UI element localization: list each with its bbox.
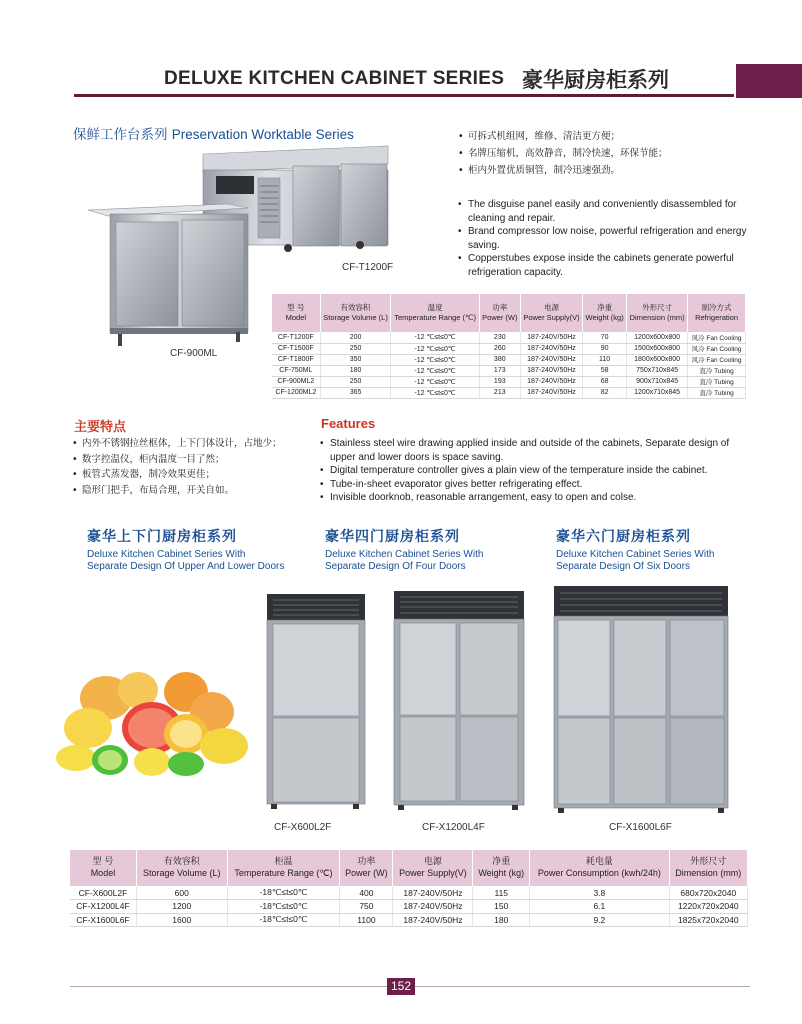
feature-cn-3: • 板管式蒸发器，制冷效果更佳； <box>72 468 312 482</box>
header-title-en: DELUXE KITCHEN CABINET SERIES <box>164 68 505 89</box>
series-2-title-en1: Deluxe Kitchen Cabinet Series With <box>325 549 484 560</box>
cabinet-spec-table <box>70 850 748 927</box>
col-power: 功率 Power (W) <box>340 850 393 886</box>
caption-cf-x1600l6f: CF-X1600L6F <box>609 822 672 833</box>
bullet-en-1: • The disguise panel easily and conveniently disassembled for cleaning and repair. <box>458 198 758 225</box>
col-weight: 净重 Weight (kg) <box>473 850 530 886</box>
worktable-bullets-cn <box>458 130 758 178</box>
series-1-title-en2: Separate Design Of Upper And Lower Doors <box>87 561 285 572</box>
worktable-title-cn: 保鲜工作台系列 <box>73 127 168 143</box>
page-header <box>74 62 802 104</box>
series-3-title-en1: Deluxe Kitchen Cabinet Series With <box>556 549 715 560</box>
col-model: 型 号 Model <box>70 850 136 886</box>
col-volume: 有效容积 Storage Volume (L) <box>320 294 391 332</box>
series-3-title-cn: 豪华六门厨房柜系列 <box>556 529 691 545</box>
col-volume: 有效容积 Storage Volume (L) <box>136 850 227 886</box>
feature-en-1: • Stainless steel wire drawing applied inside and outside of the cabinets, Separate design of upper and lower doors is space saving. <box>320 437 750 464</box>
features-bullets-en <box>320 437 750 505</box>
series-four-doors <box>325 526 483 573</box>
table-row: CF-X600L2F 600 -18℃≤t≤0℃ 400 187-240V/50Hz 115 3.8 680x720x2040 <box>70 886 748 900</box>
col-dimension: 外形尺寸 Dimension (mm) <box>669 850 747 886</box>
col-refrigeration: 制冷方式 Refrigeration <box>688 294 746 332</box>
caption-cf-x1200l4f: CF-X1200L4F <box>422 822 485 833</box>
feature-en-3: • Tube-in-sheet evaporator gives better refrigerating effect. <box>320 478 750 492</box>
table-header-row <box>272 294 746 332</box>
table-row: CF-1200ML2 365 -12 ℃≤t≤0℃ 213 187-240V/50Hz 82 1200x710x845 直冷 Tubing <box>272 387 746 398</box>
bullet-en-3: • Copperstubes expose inside the cabinets generate powerful refrigeration capacity. <box>458 252 758 279</box>
table-row: CF-X1200L4F 1200 -18℃≤t≤0℃ 750 187-240V/50Hz 150 6.1 1220x720x2040 <box>70 900 748 914</box>
feature-cn-1: • 内外不锈钢拉丝框体，上下门体设计，占地少； <box>72 437 312 451</box>
features-bullets-cn <box>72 437 312 498</box>
series-2-title-en2: Separate Design Of Four Doors <box>325 561 466 572</box>
bullet-cn-1: • 可拆式机组网，维修、清洁更方便； <box>458 130 758 144</box>
cabinet-4door-photo <box>392 589 526 811</box>
bullet-cn-2: • 名牌压缩机，高效静音，制冷快速，环保节能； <box>458 147 758 161</box>
cabinet-6door-photo <box>552 584 730 814</box>
header-accent-block <box>736 64 802 98</box>
table-row: CF-T1200F 200 -12 ℃≤t≤0℃ 230 187-240V/50Hz 70 1200x600x800 风冷 Fan Cooling <box>272 332 746 343</box>
header-rule <box>74 94 734 97</box>
feature-en-4: • Invisible doorknob, reasonable arrangement, easy to open and colse. <box>320 491 750 505</box>
features-title-en: Features <box>321 416 376 431</box>
col-supply: 电源 Power Supply(V) <box>520 294 582 332</box>
table-row: CF-X1600L6F 1600 -18℃≤t≤0℃ 1100 187-240V/50Hz 180 9.2 1825x720x2040 <box>70 913 748 927</box>
features-title-cn: 主要特点 <box>74 420 127 435</box>
series-2-title-cn: 豪华四门厨房柜系列 <box>325 529 460 545</box>
bullet-cn-3: • 柜内外置优质铜管，制冷迅速强劲。 <box>458 164 758 178</box>
worktable-title-en: Preservation Worktable Series <box>171 127 354 142</box>
col-power: 功率 Power (W) <box>479 294 520 332</box>
feature-cn-4: • 隐形门把手，布局合理，开关自如。 <box>72 484 312 498</box>
worktable-title <box>73 123 354 143</box>
cabinet-2door-photo <box>265 592 367 810</box>
feature-cn-2: • 数字控温仪，柜内温度一目了然； <box>72 453 312 467</box>
series-3-title-en2: Separate Design Of Six Doors <box>556 561 690 572</box>
table-header-row <box>70 850 748 886</box>
series-1-title-cn: 豪华上下门厨房柜系列 <box>87 529 237 545</box>
page-number: 152 <box>387 978 415 995</box>
fruit-photo <box>46 668 256 780</box>
table-row: CF-T1500F 250 -12 ℃≤t≤0℃ 260 187-240V/50Hz 90 1500x600x800 风冷 Fan Cooling <box>272 343 746 354</box>
caption-cf-900ml: CF-900ML <box>170 348 218 359</box>
table-row: CF-T1800F 350 -12 ℃≤t≤0℃ 380 187-240V/50Hz 110 1800x600x800 风冷 Fan Cooling <box>272 354 746 365</box>
col-model: 型 号 Model <box>272 294 320 332</box>
worktable-spec-table <box>272 294 746 399</box>
table-row: CF-900ML2 250 -12 ℃≤t≤0℃ 193 187-240V/50Hz 68 900x710x845 直冷 Tubing <box>272 376 746 387</box>
col-weight: 净重 Weight (kg) <box>583 294 627 332</box>
feature-en-2: • Digital temperature controller gives a plain view of the temperature inside the cabinet. <box>320 464 750 478</box>
col-consumption: 耗电量 Power Consumption (kwh/24h) <box>530 850 670 886</box>
caption-cf-t1200f: CF-T1200F <box>342 262 394 273</box>
table-row: CF-750ML 180 -12 ℃≤t≤0℃ 173 187-240V/50Hz 58 750x710x845 直冷 Tubing <box>272 365 746 376</box>
caption-cf-x600l2f: CF-X600L2F <box>274 822 332 833</box>
col-temperature: 温度 Temperature Range (℃) <box>391 294 479 332</box>
worktable-bullets-en <box>458 198 758 279</box>
series-1-title-en1: Deluxe Kitchen Cabinet Series With <box>87 549 246 560</box>
col-supply: 电源 Power Supply(V) <box>393 850 473 886</box>
col-dimension: 外形尺寸 Dimension (mm) <box>627 294 688 332</box>
col-temperature: 柜温 Temperature Range (℃) <box>227 850 340 886</box>
header-title-cn: 豪华厨房柜系列 <box>522 68 669 92</box>
series-six-doors <box>556 526 714 573</box>
series-upper-lower <box>87 526 284 573</box>
bullet-en-2: • Brand compressor low noise, powerful refrigeration and energy saving. <box>458 225 758 252</box>
